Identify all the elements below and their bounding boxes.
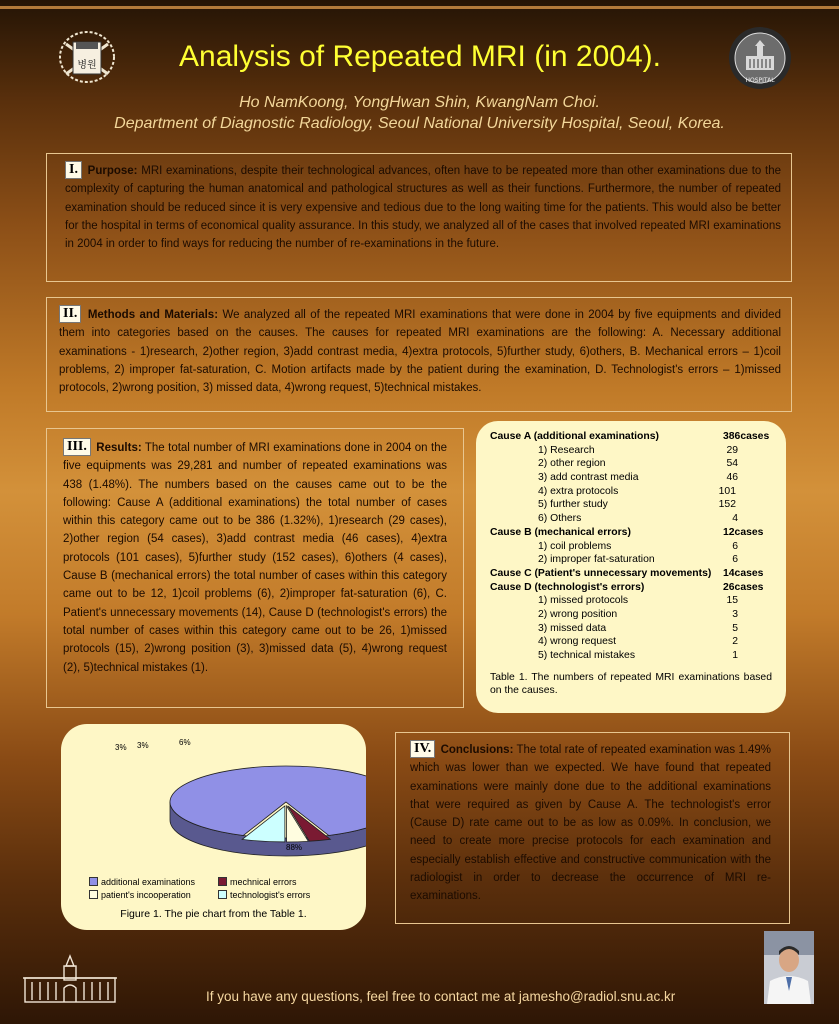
author-names: Ho NamKoong, YongHwan Shin, KwangNam Choi. (239, 94, 600, 111)
pie-chart (61, 724, 366, 874)
row-label: 1) coil problems (538, 540, 612, 552)
row-value: 54 (726, 458, 738, 470)
section-heading: Results: (96, 442, 142, 454)
logo-text: 병원 (77, 60, 97, 71)
row-value: 12cases (723, 526, 764, 538)
cause-table (490, 430, 772, 663)
legend-item (89, 890, 191, 900)
row-label: 3) add contrast media (538, 472, 639, 484)
authors-block (0, 92, 839, 134)
row-value: 3 (732, 608, 738, 620)
row-value: 15 (726, 595, 738, 607)
pie-slice-label: 6% (179, 738, 191, 747)
section-heading: Purpose: (87, 165, 138, 177)
table-category-row (490, 430, 772, 444)
legend-swatch (89, 877, 98, 886)
row-value: 29 (726, 444, 738, 456)
row-label: 6) Others (538, 513, 582, 525)
pie-slice-label: 88% (286, 843, 303, 852)
row-value: 6 (732, 540, 738, 552)
legend-label: technologist's errors (230, 890, 311, 900)
top-divider (0, 6, 839, 9)
row-label: 5) technical mistakes (538, 650, 636, 661)
row-label: 4) extra protocols (538, 485, 619, 497)
section-numeral: I. (65, 161, 82, 179)
table-subitem-row (490, 649, 772, 663)
row-label: 5) further study (538, 499, 608, 511)
row-value: 6 (732, 554, 738, 566)
row-value: 1 (732, 650, 738, 661)
table-subitem-row (490, 540, 772, 554)
university-logo-icon (56, 28, 118, 86)
poster-title: Analysis of Repeated MRI (in 2004). (179, 40, 661, 73)
row-label: 2) other region (538, 458, 606, 470)
table-category-row (490, 567, 772, 581)
pie-slice-label: 3% (137, 741, 149, 750)
legend-label: mechnical errors (230, 877, 297, 887)
table-subitem-row (490, 553, 772, 567)
hospital-seal-icon (728, 26, 792, 90)
row-label: 1) missed protocols (538, 595, 629, 607)
table-subitem-row (490, 635, 772, 649)
legend-swatch (218, 890, 227, 899)
legend-label: patient's incooperation (101, 890, 191, 900)
table-subitem-row (490, 622, 772, 636)
table-subitem-row (490, 512, 772, 526)
table-caption: Table 1. The numbers of repeated MRI examinations based on the causes. (490, 671, 772, 696)
table-subitem-row (490, 498, 772, 512)
table-subitem-row (490, 594, 772, 608)
row-label: 3) missed data (538, 622, 607, 634)
row-value: 14cases (723, 567, 764, 579)
section-heading: Conclusions: (440, 744, 514, 756)
contact-footer: If you have any questions, feel free to contact me at jamesho@radiol.snu.ac.kr (206, 989, 676, 1004)
section-numeral: II. (59, 305, 81, 323)
legend-item (218, 890, 310, 900)
table-subitem-row (490, 457, 772, 471)
table-subitem-row (490, 608, 772, 622)
section-numeral: III. (63, 438, 91, 456)
purpose-section (46, 153, 792, 282)
row-label: Cause C (Patient's unnecessary movements) (490, 567, 712, 579)
row-value: 26cases (723, 581, 764, 593)
section-text: The total rate of repeated examination was 1.49% which was lower than we expected. We have found that repeated examinations were mainly done due to the additional examinations that were required as given by Cause A. The technologist's error (Cause D) rate came out to be as low as 0.09%. In conclusion, we need to create more precise protocols for each examination and especially establish effective and constructive communication with the radiologist in order to decrease the occurrence of MRI re-examinations. (410, 744, 771, 903)
row-value: 5 (732, 622, 738, 634)
table-category-row (490, 581, 772, 595)
row-value: 101 (718, 485, 736, 497)
methods-section (46, 297, 792, 412)
hospital-building-icon (20, 952, 120, 1004)
conclusions-section (395, 732, 790, 924)
seal-text: HOSPITAL (745, 77, 775, 84)
section-text: We analyzed all of the repeated MRI examinations that were done in 2004 by five equipments and divided them into categories based on the causes. The causes for repeated MRI examinations are the following: A. Necessary additional examinations - 1)research, 2)other region, 3)add contrast media, 4)extra protocols, 5)further study, 6)others, B. Mechanical errors – 1)coil problems, 2) improper fat-saturation, C. Motion artifacts made by the patient during the examination, D. Technologist's errors – 1)missed protocols, 2)wrong position, 3) missed data, 4)wrong request, 5)technical mistakes. (59, 309, 781, 395)
row-value: 152 (718, 499, 736, 511)
table-category-row (490, 526, 772, 540)
legend-swatch (218, 877, 227, 886)
pie-chart-card (61, 724, 366, 930)
table-subitem-row (490, 444, 772, 458)
cause-table-card (476, 421, 786, 713)
results-section (46, 428, 464, 708)
section-heading: Methods and Materials: (87, 309, 219, 321)
legend-item (89, 877, 195, 887)
row-value: 2 (732, 636, 738, 648)
row-label: Cause A (additional examinations) (490, 431, 659, 442)
row-label: 1) Research (538, 444, 595, 456)
row-value: 386cases (723, 431, 770, 442)
figure-caption: Figure 1. The pie chart from the Table 1. (120, 908, 307, 920)
affiliation: Department of Diagnostic Radiology, Seoul National University Hospital, Seoul, Korea. (114, 115, 725, 132)
row-value: 46 (726, 472, 738, 484)
row-label: 2) wrong position (538, 608, 618, 620)
row-label: 2) improper fat-saturation (538, 554, 655, 566)
row-label: Cause B (mechanical errors) (490, 526, 631, 538)
row-value: 4 (732, 513, 738, 525)
legend-swatch (89, 890, 98, 899)
pie-slice-label: 3% (115, 743, 127, 752)
row-label: Cause D (technologist's errors) (490, 581, 645, 593)
section-text: The total number of MRI examinations done in 2004 on the five equipments was 29,281 and number of repeated examinations was 438 (1.48%). The numbers based on the causes came out to be the following: Cause A (additional examinations) the total number of cases within this category came out to be 386 (1.32%), 1)research (29 cases), 2)other region (54 cases), 3)add contrast media (46 cases), 4)extra protocols (101 cases), 5)further study (152 cases), 6)others (4 cases), Cause B (mechanical errors) the total number of cases within this category came out to be 12, 1)coil problems (6), 2)improper fat-saturation (6), C. Patient's unnecessary movements (14), Cause D (technologist's errors) the total number of cases within this category came out to be 26, 1)missed protocols (15), 2)wrong position (3), 3)missed data (5), 4)wrong request (2), 5)technical mistakes (1). (63, 442, 447, 674)
author-photo (764, 931, 814, 1004)
table-subitem-row (490, 471, 772, 485)
section-numeral: IV. (410, 740, 435, 758)
table-subitem-row (490, 485, 772, 499)
legend-item (218, 877, 297, 887)
section-text: MRI examinations, despite their technological advances, often have to be repeated more than other examinations due to the complexity of capturing the human anatomical and pathological structures as well as their functions. Furthermore, the number of repeated examination should be reduced since it is very expensive and tedious due to the long waiting time for the patients. This would also be better for the hospital in terms of economical quality assurance. In this study, we analyzed all of the cases that involved repeated MRI examinations in 2004 in order to find ways for reducing the number of re-examinations in the future. (65, 165, 781, 251)
row-label: 4) wrong request (538, 636, 616, 648)
legend-label: additional examinations (101, 877, 196, 887)
